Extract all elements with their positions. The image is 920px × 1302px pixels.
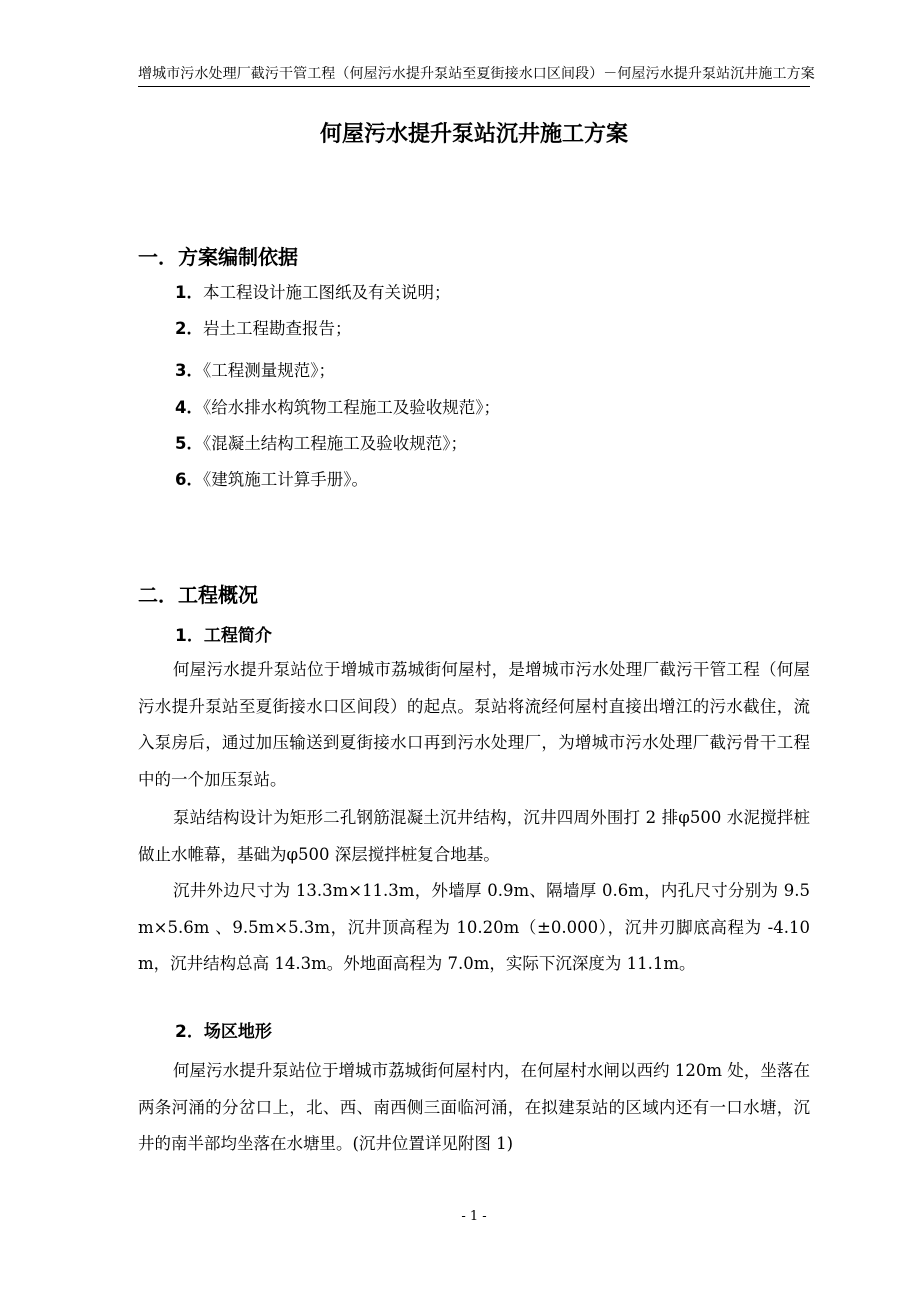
list-item-number: 6．	[175, 470, 203, 489]
document-title: 何屋污水提升泵站沉井施工方案	[319, 122, 628, 147]
list-item-number: 2．	[175, 319, 203, 338]
paragraph: 何屋污水提升泵站位于增城市荔城街何屋村，是增城市污水处理厂截污干管工程（何屋污水提升泵站至夏街接水口区间段）的起点。泵站将流经何屋村直接出增江的污水截住，流入泵房后，通过加压输送到夏街接水口再到污水处理厂，为增城市污水处理厂截污骨干工程中的一个加压泵站。	[138, 660, 810, 789]
list-item	[175, 467, 368, 493]
list-item	[175, 395, 500, 421]
section-heading-overview: 二．工程概况	[138, 583, 258, 607]
subsection-heading-terrain: 2．场区地形	[175, 1022, 272, 1042]
list-item	[175, 280, 450, 306]
list-item-text: 《工程测量规范》；	[202, 361, 335, 380]
list-item	[175, 431, 467, 457]
paragraph: 沉井外边尺寸为 13.3m×11.3m，外墙厚 0.9m、隔墙厚 0.6m，内孔尺寸分别为 9.5m×5.6m 、9.5m×5.3m，沉井顶高程为 10.20m（±0.000），沉井刃脚底高程为 -4.10m，沉井结构总高 14.3m。外地面高程为 7.0m，实际下沉深度为 11.1m。	[138, 881, 810, 973]
paragraph: 泵站结构设计为矩形二孔钢筋混凝土沉井结构，沉井四周外围打 2 排φ500 水泥搅拌桩做止水帷幕，基础为φ500 深层搅拌桩复合地基。	[138, 808, 810, 864]
list-item-text: 《混凝土结构工程施工及验收规范》；	[202, 434, 467, 453]
list-item-text: 本工程设计施工图纸及有关说明；	[202, 283, 451, 302]
list-item-number: 1．	[175, 283, 203, 302]
paragraph: 何屋污水提升泵站位于增城市荔城街何屋村内，在何屋村水闸以西约 120m 处，坐落在两条河涌的分岔口上，北、西、南西侧三面临河涌，在拟建泵站的区域内还有一口水塘，沉井的南半部均坐落在水塘里。(沉井位置详见附图 1)	[138, 1061, 810, 1153]
page-number: - 1 -	[461, 1209, 487, 1224]
list-item-text: 《给水排水构筑物工程施工及验收规范》；	[202, 398, 500, 417]
list-item-number: 5．	[175, 434, 203, 453]
header-rule	[138, 86, 810, 87]
list-item	[175, 316, 351, 342]
list-item-text: 《建筑施工计算手册》。	[202, 470, 368, 489]
list-item-number: 3．	[175, 361, 203, 380]
list-item-text: 岩土工程勘查报告；	[202, 319, 352, 338]
running-header: 增城市污水处理厂截污干管工程（何屋污水提升泵站至夏街接水口区间段）－何屋污水提升泵站沉井施工方案	[138, 66, 815, 82]
subsection-heading-intro: 1．工程简介	[175, 626, 272, 646]
section-heading-basis: 一．方案编制依据	[138, 245, 298, 269]
list-item-number: 4．	[175, 398, 203, 417]
list-item	[175, 358, 335, 384]
